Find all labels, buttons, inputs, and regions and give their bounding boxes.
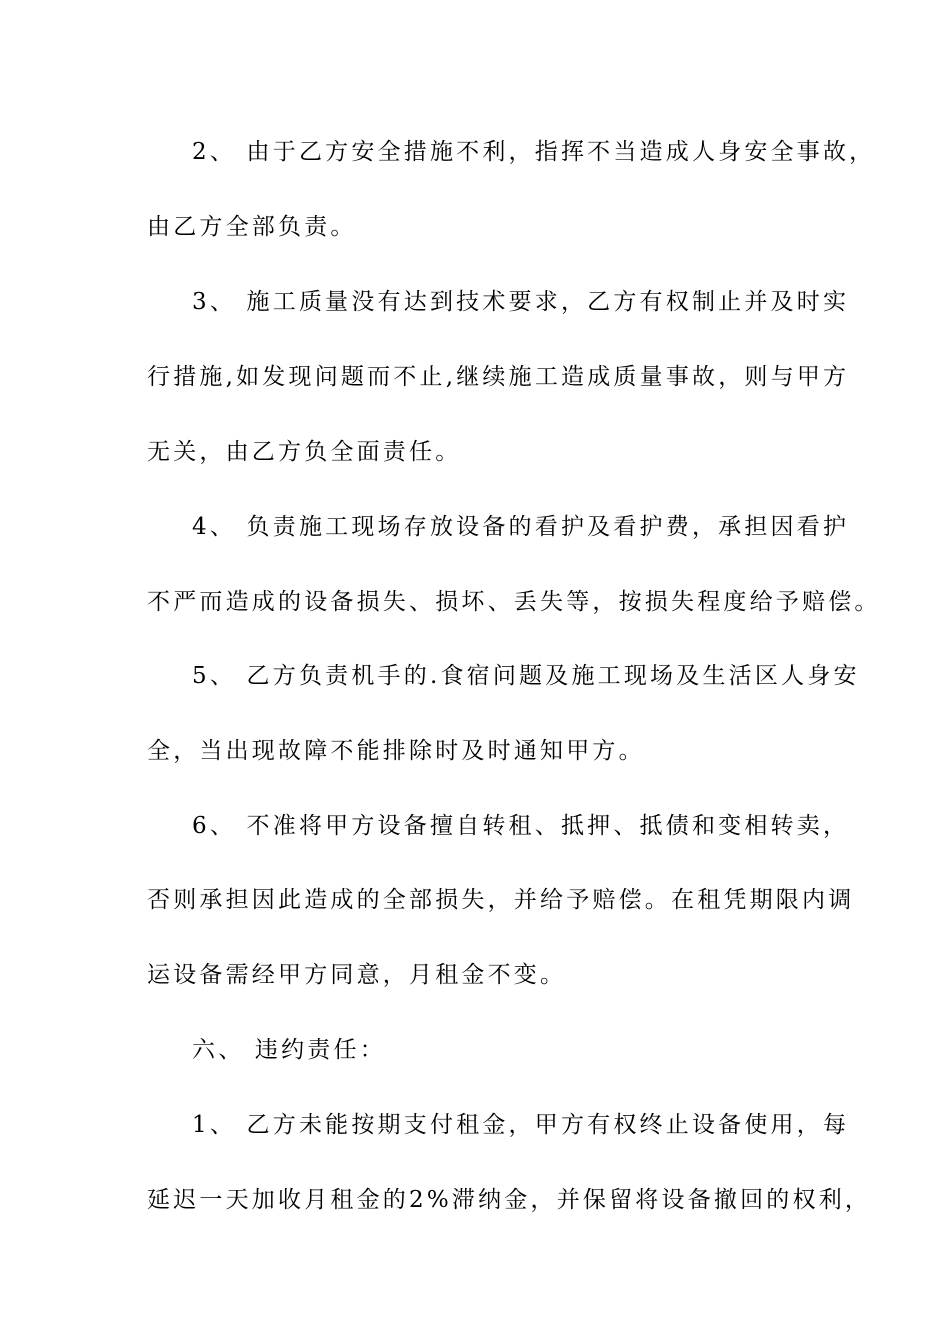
- liability-clause-1-line-2: 延迟一天加收月租金的2%滞纳金，并保留将设备撤回的权利，: [147, 1187, 872, 1213]
- clause-4-line-1: 4、 负责施工现场存放设备的看护及看护费，承担因看护: [192, 514, 850, 540]
- clause-5-line-1: 5、 乙方负责机手的.食宿问题及施工现场及生活区人身安: [192, 663, 860, 689]
- section-heading-liability: 六、 违约责任：: [192, 1037, 386, 1063]
- clause-2-line-2: 由乙方全部负责。: [147, 214, 357, 240]
- liability-clause-1-line-1: 1、 乙方未能按期支付租金，甲方有权终止设备使用，每: [192, 1112, 850, 1138]
- clause-6-line-3: 运设备需经甲方同意，月租金不变。: [147, 962, 567, 988]
- clause-4-line-2: 不严而造成的设备损失、损坏、丢失等，按损失程度给予赔偿。: [147, 589, 881, 615]
- clause-3-line-1: 3、 施工质量没有达到技术要求，乙方有权制止并及时实: [192, 289, 850, 315]
- clause-3-line-3: 无关，由乙方负全面责任。: [147, 439, 462, 465]
- clause-6-line-2: 否则承担因此造成的全部损失，并给予赔偿。在租凭期限内调: [147, 887, 855, 913]
- clause-5-line-2: 全，当出现故障不能排除时及时通知甲方。: [147, 738, 645, 764]
- clause-6-line-1: 6、 不准将甲方设备擅自转租、抵押、抵债和变相转卖，: [192, 813, 850, 839]
- clause-3-line-2: 行措施,如发现问题而不止,继续施工造成质量事故，则与甲方: [147, 364, 850, 390]
- clause-2-line-1: 2、 由于乙方安全措施不利，指挥不当造成人身安全事故，: [192, 139, 876, 165]
